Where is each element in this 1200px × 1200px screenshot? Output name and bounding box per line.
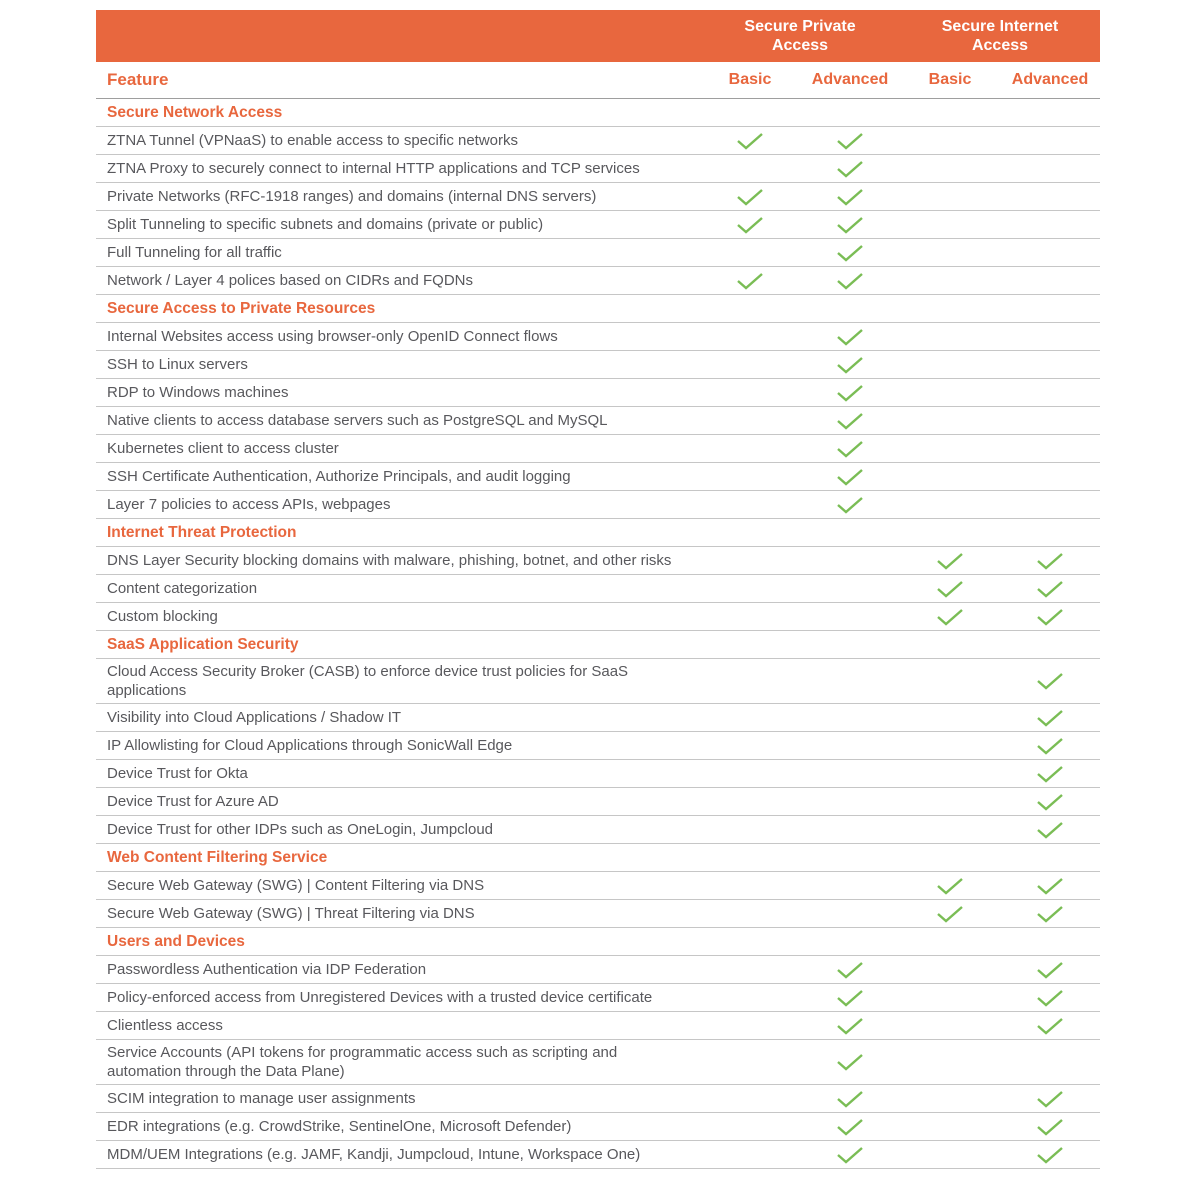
check-icon <box>836 355 864 375</box>
section-header <box>96 295 1100 323</box>
check-cell <box>800 383 900 403</box>
feature-name: Internal Websites access using browser-only OpenID Connect flows <box>107 328 558 345</box>
feature-name: MDM/UEM Integrations (e.g. JAMF, Kandji, Jumpcloud, Intune, Workspace One) <box>107 1146 641 1163</box>
table-row <box>96 704 1100 732</box>
check-icon <box>736 187 764 207</box>
check-icon <box>836 1016 864 1036</box>
check-icon <box>936 904 964 924</box>
feature-name: Device Trust for Okta <box>107 765 248 782</box>
feature-name: Full Tunneling for all traffic <box>107 244 282 261</box>
check-icon <box>836 960 864 980</box>
check-icon <box>736 215 764 235</box>
feature-name: Layer 7 policies to access APIs, webpages <box>107 496 391 513</box>
check-cell <box>800 960 900 980</box>
feature-name: Secure Web Gateway (SWG) | Threat Filtering via DNS <box>107 905 475 922</box>
section-header <box>96 844 1100 872</box>
table-row <box>96 816 1100 844</box>
feature-name: Policy-enforced access from Unregistered Devices with a trusted device certificate <box>107 989 653 1006</box>
feature-name: SCIM integration to manage user assignments <box>107 1090 416 1107</box>
check-icon <box>836 383 864 403</box>
check-icon <box>1036 988 1064 1008</box>
feature-name: SSH to Linux servers <box>107 356 248 373</box>
table-row <box>96 351 1100 379</box>
section-title: Internet Threat Protection <box>107 523 297 541</box>
column-group-label: Secure Private Access <box>744 18 856 54</box>
check-cell <box>900 551 1000 571</box>
plan-column-header-sia-advanced: Advanced <box>1011 71 1089 88</box>
table-row <box>96 984 1100 1012</box>
check-icon <box>1036 764 1064 784</box>
table-row <box>96 788 1100 816</box>
feature-name: ZTNA Tunnel (VPNaaS) to enable access to specific networks <box>107 132 519 149</box>
table-row <box>96 239 1100 267</box>
feature-name: Content categorization <box>107 580 258 597</box>
check-icon <box>836 1145 864 1165</box>
check-icon <box>936 607 964 627</box>
section-title: Users and Devices <box>107 932 245 950</box>
check-cell <box>1000 1089 1100 1109</box>
table-row <box>96 956 1100 984</box>
check-icon <box>836 1052 864 1072</box>
check-cell <box>800 327 900 347</box>
check-cell <box>1000 792 1100 812</box>
check-cell <box>1000 1016 1100 1036</box>
section-title: Secure Access to Private Resources <box>107 299 376 317</box>
check-icon <box>1036 551 1064 571</box>
check-icon <box>736 131 764 151</box>
check-icon <box>1036 960 1064 980</box>
check-icon <box>836 243 864 263</box>
check-cell <box>900 876 1000 896</box>
feature-name: Kubernetes client to access cluster <box>107 440 339 457</box>
feature-column-header: Feature <box>107 70 169 89</box>
section-title: Web Content Filtering Service <box>107 848 328 866</box>
check-cell <box>900 579 1000 599</box>
check-cell <box>800 159 900 179</box>
check-icon <box>836 187 864 207</box>
check-icon <box>836 1117 864 1137</box>
check-icon <box>836 159 864 179</box>
check-icon <box>1036 1145 1064 1165</box>
check-cell <box>800 467 900 487</box>
check-cell <box>800 1117 900 1137</box>
table-body <box>96 99 1100 1169</box>
feature-name: DNS Layer Security blocking domains with malware, phishing, botnet, and other risks <box>107 552 672 569</box>
table-row <box>96 575 1100 603</box>
check-cell <box>1000 1145 1100 1165</box>
feature-name: Clientless access <box>107 1017 223 1034</box>
section-header <box>96 928 1100 956</box>
plan-column-header-spa-advanced: Advanced <box>811 71 889 88</box>
check-cell <box>800 988 900 1008</box>
table-row <box>96 463 1100 491</box>
section-header <box>96 99 1100 127</box>
check-cell <box>700 271 800 291</box>
check-icon <box>1036 792 1064 812</box>
table-row <box>96 155 1100 183</box>
section-header <box>96 519 1100 547</box>
check-icon <box>1036 579 1064 599</box>
check-cell <box>1000 960 1100 980</box>
check-icon <box>1036 607 1064 627</box>
column-group-header-secure-internet-access <box>900 17 1100 55</box>
check-icon <box>1036 820 1064 840</box>
check-icon <box>1036 1016 1064 1036</box>
table-row <box>96 267 1100 295</box>
table-row <box>96 491 1100 519</box>
check-cell <box>800 243 900 263</box>
table-row <box>96 1040 1100 1085</box>
table-row <box>96 1085 1100 1113</box>
check-cell <box>1000 876 1100 896</box>
check-cell <box>800 439 900 459</box>
check-icon <box>1036 708 1064 728</box>
section-title: SaaS Application Security <box>107 635 299 653</box>
check-cell <box>1000 820 1100 840</box>
check-cell <box>1000 1117 1100 1137</box>
feature-comparison-table <box>96 10 1100 1169</box>
check-cell <box>700 131 800 151</box>
check-cell <box>900 607 1000 627</box>
table-row <box>96 900 1100 928</box>
feature-name: Device Trust for Azure AD <box>107 793 279 810</box>
table-row <box>96 603 1100 631</box>
feature-name: ZTNA Proxy to securely connect to internal HTTP applications and TCP services <box>107 160 640 177</box>
table-banner <box>96 10 1100 62</box>
feature-name: Custom blocking <box>107 608 218 625</box>
check-cell <box>1000 671 1100 691</box>
table-row <box>96 211 1100 239</box>
check-icon <box>936 876 964 896</box>
check-icon <box>936 551 964 571</box>
plan-column-header-spa-basic: Basic <box>728 71 772 88</box>
check-cell <box>800 1145 900 1165</box>
check-cell <box>800 271 900 291</box>
check-icon <box>1036 736 1064 756</box>
column-group-label: Secure Internet Access <box>941 18 1059 54</box>
feature-name: Secure Web Gateway (SWG) | Content Filtering via DNS <box>107 877 485 894</box>
check-icon <box>736 271 764 291</box>
table-row <box>96 407 1100 435</box>
feature-name: Visibility into Cloud Applications / Shadow IT <box>107 709 402 726</box>
check-icon <box>1036 1117 1064 1137</box>
table-row <box>96 435 1100 463</box>
table-row <box>96 760 1100 788</box>
table-row <box>96 547 1100 575</box>
table-row <box>96 732 1100 760</box>
table-row <box>96 872 1100 900</box>
check-cell <box>800 131 900 151</box>
table-row <box>96 659 1100 704</box>
section-title: Secure Network Access <box>107 103 283 121</box>
feature-name: RDP to Windows machines <box>107 384 289 401</box>
feature-name: SSH Certificate Authentication, Authorize Principals, and audit logging <box>107 468 571 485</box>
check-cell <box>1000 764 1100 784</box>
check-icon <box>836 215 864 235</box>
check-icon <box>836 327 864 347</box>
check-icon <box>1036 1089 1064 1109</box>
check-cell <box>700 187 800 207</box>
check-icon <box>836 467 864 487</box>
check-icon <box>836 131 864 151</box>
table-row <box>96 379 1100 407</box>
check-icon <box>836 271 864 291</box>
feature-name: Split Tunneling to specific subnets and domains (private or public) <box>107 216 544 233</box>
check-cell <box>1000 736 1100 756</box>
feature-name: Native clients to access database servers such as PostgreSQL and MySQL <box>107 412 608 429</box>
check-cell <box>800 1052 900 1072</box>
check-cell <box>800 495 900 515</box>
check-icon <box>1036 904 1064 924</box>
check-cell <box>1000 988 1100 1008</box>
check-icon <box>1036 671 1064 691</box>
check-cell <box>800 187 900 207</box>
feature-name: Passwordless Authentication via IDP Federation <box>107 961 427 978</box>
check-cell <box>1000 551 1100 571</box>
table-row <box>96 127 1100 155</box>
check-cell <box>800 355 900 375</box>
check-icon <box>1036 876 1064 896</box>
feature-name: EDR integrations (e.g. CrowdStrike, SentinelOne, Microsoft Defender) <box>107 1118 572 1135</box>
feature-name: Network / Layer 4 polices based on CIDRs and FQDNs <box>107 272 473 289</box>
check-icon <box>836 411 864 431</box>
plan-column-header-sia-basic: Basic <box>928 71 972 88</box>
check-icon <box>836 988 864 1008</box>
feature-name: IP Allowlisting for Cloud Applications through SonicWall Edge <box>107 737 513 754</box>
check-cell <box>1000 579 1100 599</box>
table-row <box>96 183 1100 211</box>
check-cell <box>1000 708 1100 728</box>
check-cell <box>700 215 800 235</box>
check-cell <box>900 904 1000 924</box>
check-icon <box>836 1089 864 1109</box>
check-icon <box>936 579 964 599</box>
column-group-header-secure-private-access <box>700 17 900 55</box>
table-row <box>96 1113 1100 1141</box>
feature-name: Private Networks (RFC-1918 ranges) and domains (internal DNS servers) <box>107 188 597 205</box>
check-cell <box>800 215 900 235</box>
check-cell <box>800 1016 900 1036</box>
column-header-row <box>96 62 1100 99</box>
check-cell <box>800 411 900 431</box>
feature-name: Cloud Access Security Broker (CASB) to enforce device trust policies for SaaS applications <box>107 663 629 699</box>
check-cell <box>800 1089 900 1109</box>
check-icon <box>836 495 864 515</box>
feature-name: Service Accounts (API tokens for programmatic access such as scripting and automation through the Data Plane) <box>107 1044 618 1080</box>
check-cell <box>1000 904 1100 924</box>
check-icon <box>836 439 864 459</box>
table-row <box>96 1012 1100 1040</box>
check-cell <box>1000 607 1100 627</box>
section-header <box>96 631 1100 659</box>
table-row <box>96 1141 1100 1169</box>
feature-name: Device Trust for other IDPs such as OneLogin, Jumpcloud <box>107 821 494 838</box>
table-row <box>96 323 1100 351</box>
